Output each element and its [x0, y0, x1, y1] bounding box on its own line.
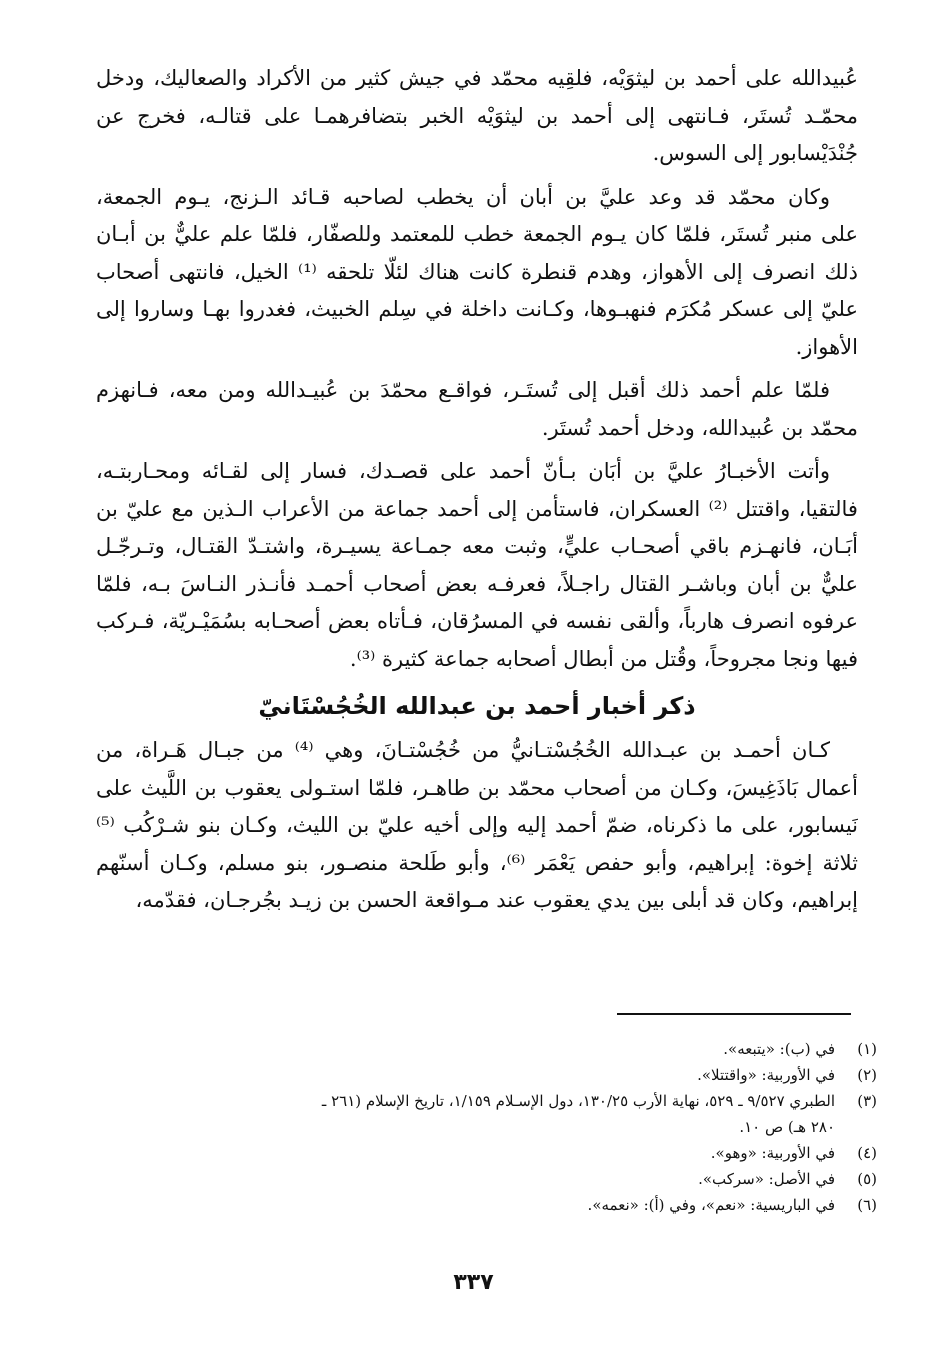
text-line: فالتقيا، واقتتل ⁽²⁾ العسكران، فاستأمن إلى أحمد جماعة من الأعراب الـذين مع عليّ بن	[96, 496, 858, 521]
text-line: ذلك انصرف إلى الأهواز، وهدم قنطرة كانت هناك لئلّا تلحقه ⁽¹⁾ الخيل، فانتهى أصحاب	[96, 259, 858, 284]
footnote	[77, 1062, 877, 1088]
paragraph	[96, 179, 858, 367]
footnote-number: (٤)	[857, 1144, 877, 1162]
footnote-number: (٥)	[857, 1170, 877, 1188]
text-line: أبَـان، فانهـزم باقي أصحـاب عليٍّ، وثبت معه جمـاعة يسيـرة، واشتـدّ القتـال، وتـرجّـل	[96, 534, 858, 558]
footnote	[77, 1114, 877, 1140]
paragraph	[96, 372, 858, 447]
footnote	[77, 1088, 877, 1114]
text-line: فيها ونجا مجروحاً، وقُتل من أبطال أصحابه جماعة كثيرة ⁽³⁾.	[349, 646, 858, 671]
footnote	[77, 1192, 877, 1218]
footnote-text: الطبري ٩/٥٢٧ ـ ٥٢٩، نهاية الأرب ١٣٠/٢٥، دول الإسـلام ١/١٥٩، تاريخ الإسلام (٢٦١ ـ	[321, 1092, 835, 1110]
footnote	[77, 1036, 877, 1062]
text-line: محمّـد تُستَر، فـانتهى إلى أحمد بن ليثوَيْه الخبر بتضافرهمـا على قتالـه، فخرج عن	[96, 103, 858, 128]
text-line: كـان أحمـد بن عبـدالله الخُجُسْتـانيُّ من خُجُسْتـانَ، وهي ⁽⁴⁾ من جبـال هَـراة، من	[96, 738, 831, 762]
footnote-text: في الأصل: «سركب».	[698, 1170, 835, 1188]
paragraph	[96, 453, 858, 678]
page-number: ٣٣٧	[453, 1270, 494, 1295]
text-line: عليّ إلى عسكر مُكرَم فنهبـوها، وكـانت داخلة في سِلم الخبيث، فغدروا بهـا وساروا إلى	[96, 297, 858, 321]
text-line: أعمال بَاذَغِيسَ، وكـان من أصحاب محمّد بن طاهـر، فلمّا استـولى يعقوب بن اللَّيث على	[96, 775, 858, 800]
paragraph	[96, 732, 858, 920]
footnote-text: في (ب): «يتبعه».	[723, 1040, 835, 1058]
footnote-text: في الباريسية: «نعم»، وفي (أ): «نعمه».	[587, 1196, 835, 1214]
footnote-number: (٦)	[857, 1196, 877, 1214]
text-line: عُبيدالله على أحمد بن ليثوَيْه، فلقِيه محمّد في جيش كثير من الأكراد والصعاليك، ودخل	[96, 66, 858, 90]
section-title: ذكر أخبار أحمد بن عبدالله الخُجُسْتَانيّ	[258, 692, 696, 720]
footnotes	[77, 1036, 877, 1218]
footnote	[77, 1166, 877, 1192]
text-line: على منبر تُستَر، فلمّا كان يـوم الجمعة خطب للمعتمد وللصفّار، فلمّا علم عليٌّ بن أبـان	[96, 222, 858, 246]
paragraph	[96, 60, 858, 173]
text-line: إبراهيم، وكان قد أبلى بين يدي يعقوب عند مـواقعة الحسن بن زيـد بجُرجـان، فقدّمه،	[135, 888, 858, 912]
text-line: عرفوه انصرف هارباً، وألقى نفسه في المسرُقان، فـأتاه بعض أصحـابه بسُمَيْـريّة، فـركب	[96, 609, 858, 633]
text-line: وكان محمّد قد وعد عليَّ بن أبان أن يخطب لصاحبه قـائد الـزنج، يـوم الجمعة،	[96, 184, 830, 209]
text-line: الأهواز.	[795, 334, 858, 359]
footnote-number: (٣)	[857, 1092, 877, 1110]
text-line: عليٌّ بن أبان وباشـر القتال راجـلاً، فعرفـه بعض أصحاب أحمـد فأنـذر النـاسَ بـه، فلمّا	[96, 571, 858, 596]
footnote-number: (٢)	[857, 1066, 877, 1084]
text-line: جُنْدَيْسابور إلى السوس.	[652, 141, 858, 165]
text-line: نَيسابور، على ما ذكرناه، ضمّ أحمد إليه وإلى أخيه عليّ بن الليث، وكـان بنو شـرْكُب ⁽⁵⁾	[96, 813, 858, 837]
text-line: محمّد بن عُبيدالله، ودخل أحمد تُستَر.	[541, 415, 858, 440]
text-line: ثلاثة إخوة: إبراهيم، وأبو حفص يَعْمَر ⁽⁶⁾، وأبو طَلحة منصـور، بنو مسلم، وكـان أسنّهم	[96, 850, 858, 875]
footnote-text: في الأوربية: «واقتتلا».	[697, 1066, 835, 1084]
text-line: فلمّا علم أحمد ذلك أقبل إلى تُستَـر، فواقـع محمّدَ بن عُبيـدالله ومن معه، فـانهزم	[96, 378, 830, 402]
footnote	[77, 1140, 877, 1166]
footnote-text: ٢٨٠ هـ) ص ١٠.	[739, 1118, 835, 1136]
footnote-text: في الأوربية: «وهو».	[710, 1144, 835, 1162]
footnote-separator	[617, 1013, 851, 1015]
text-line: وأتت الأخبـارُ عليَّ بن أبَان بـأنّ أحمد على قصـدك، فسار إلى لقـائه ومحـاربتـه،	[96, 459, 830, 483]
footnote-number: (١)	[857, 1040, 877, 1058]
